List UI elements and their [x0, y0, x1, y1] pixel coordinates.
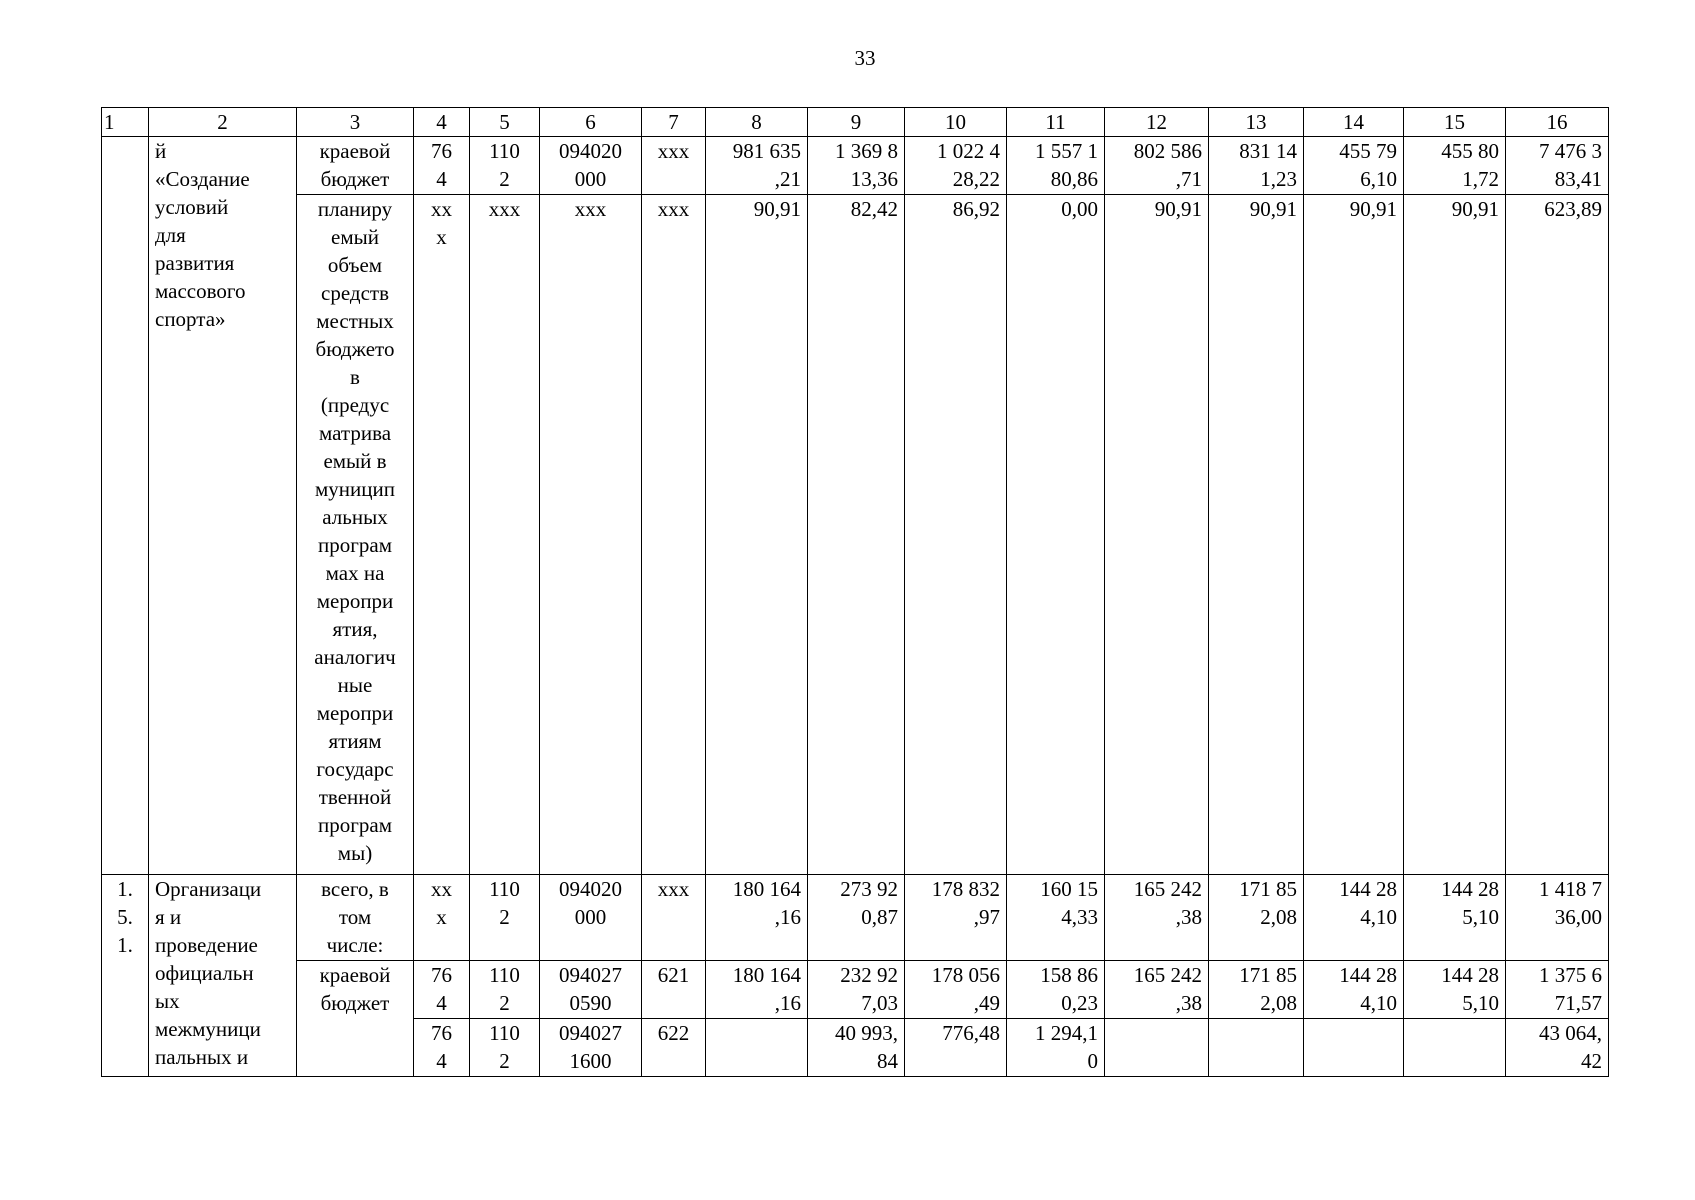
amount-cell: 1 375 6 71,57	[1506, 961, 1609, 1019]
amount-cell	[1105, 1019, 1209, 1077]
code-cell: 76 4	[414, 137, 470, 195]
table-row	[102, 875, 1609, 961]
event-name-cell: й «Создание условий для развития массового спорта»	[149, 137, 297, 875]
code-cell: 094027 0590	[540, 961, 642, 1019]
code-cell: 622	[642, 1019, 706, 1077]
amount-cell: 171 85 2,08	[1209, 875, 1304, 961]
column-header: 7	[642, 108, 706, 137]
amount-cell: 178 832 ,97	[905, 875, 1007, 961]
amount-cell: 455 80 1,72	[1404, 137, 1506, 195]
amount-cell: 165 242 ,38	[1105, 875, 1209, 961]
row-number-cell	[102, 137, 149, 875]
code-cell: 110 2	[470, 961, 540, 1019]
amount-cell	[1304, 1019, 1404, 1077]
amount-cell	[706, 1019, 808, 1077]
amount-cell: 86,92	[905, 195, 1007, 875]
table-row	[102, 137, 1609, 195]
amount-cell: 180 164 ,16	[706, 961, 808, 1019]
code-cell: xxx	[642, 137, 706, 195]
amount-cell	[1404, 1019, 1506, 1077]
amount-cell: 455 79 6,10	[1304, 137, 1404, 195]
amount-cell: 144 28 4,10	[1304, 875, 1404, 961]
amount-cell: 0,00	[1007, 195, 1105, 875]
amount-cell: 1 557 1 80,86	[1007, 137, 1105, 195]
amount-cell: 144 28 4,10	[1304, 961, 1404, 1019]
code-cell: xx x	[414, 195, 470, 875]
code-cell: 76 4	[414, 961, 470, 1019]
amount-cell: 273 92 0,87	[808, 875, 905, 961]
column-header: 4	[414, 108, 470, 137]
code-cell: 110 2	[470, 137, 540, 195]
funding-source-cell: планиру емый объем средств местных бюджето в (предус матрива емый в муницип альных програм мах на меропри ятия, аналогич ные меропри ятиям государс твенной програм мы)	[297, 195, 414, 875]
amount-cell: 90,91	[1209, 195, 1304, 875]
column-header: 1	[102, 108, 149, 137]
column-header: 5	[470, 108, 540, 137]
code-cell: 094020 000	[540, 875, 642, 961]
amount-cell: 1 022 4 28,22	[905, 137, 1007, 195]
amount-cell: 1 418 7 36,00	[1506, 875, 1609, 961]
code-cell: xxx	[540, 195, 642, 875]
column-header: 12	[1105, 108, 1209, 137]
code-cell: 094020 000	[540, 137, 642, 195]
code-cell: xx x	[414, 875, 470, 961]
funding-source-cell: краевой бюджет	[297, 137, 414, 195]
amount-cell	[1209, 1019, 1304, 1077]
column-header-row	[102, 108, 1609, 137]
code-cell: xxx	[642, 875, 706, 961]
amount-cell: 90,91	[706, 195, 808, 875]
amount-cell: 160 15 4,33	[1007, 875, 1105, 961]
amount-cell: 180 164 ,16	[706, 875, 808, 961]
amount-cell: 802 586 ,71	[1105, 137, 1209, 195]
amount-cell: 232 92 7,03	[808, 961, 905, 1019]
code-cell: xxx	[642, 195, 706, 875]
amount-cell: 1 294,1 0	[1007, 1019, 1105, 1077]
amount-cell: 1 369 8 13,36	[808, 137, 905, 195]
code-cell: 621	[642, 961, 706, 1019]
event-name-cell: Организаци я и проведение официальн ых межмуници пальных и	[149, 875, 297, 1077]
amount-cell: 165 242 ,38	[1105, 961, 1209, 1019]
funding-source-cell: всего, в том числе:	[297, 875, 414, 961]
amount-cell: 158 86 0,23	[1007, 961, 1105, 1019]
amount-cell: 171 85 2,08	[1209, 961, 1304, 1019]
column-header: 8	[706, 108, 808, 137]
amount-cell: 82,42	[808, 195, 905, 875]
column-header: 16	[1506, 108, 1609, 137]
column-header: 13	[1209, 108, 1304, 137]
amount-cell: 90,91	[1304, 195, 1404, 875]
row-number-cell: 1. 5. 1.	[102, 875, 149, 1077]
amount-cell: 144 28 5,10	[1404, 875, 1506, 961]
column-header: 14	[1304, 108, 1404, 137]
amount-cell: 981 635 ,21	[706, 137, 808, 195]
table-row	[102, 961, 1609, 1019]
column-header: 11	[1007, 108, 1105, 137]
column-header: 9	[808, 108, 905, 137]
budget-table	[101, 107, 1609, 1077]
amount-cell: 776,48	[905, 1019, 1007, 1077]
column-header: 2	[149, 108, 297, 137]
table-row	[102, 195, 1609, 875]
funding-source-cell: краевой бюджет	[297, 961, 414, 1077]
code-cell: 094027 1600	[540, 1019, 642, 1077]
column-header: 6	[540, 108, 642, 137]
code-cell: 76 4	[414, 1019, 470, 1077]
page-number: 33	[854, 46, 876, 70]
code-cell: xxx	[470, 195, 540, 875]
amount-cell: 178 056 ,49	[905, 961, 1007, 1019]
column-header: 3	[297, 108, 414, 137]
code-cell: 110 2	[470, 1019, 540, 1077]
amount-cell: 623,89	[1506, 195, 1609, 875]
amount-cell: 7 476 3 83,41	[1506, 137, 1609, 195]
column-header: 10	[905, 108, 1007, 137]
column-header: 15	[1404, 108, 1506, 137]
amount-cell: 831 14 1,23	[1209, 137, 1304, 195]
amount-cell: 90,91	[1404, 195, 1506, 875]
amount-cell: 43 064, 42	[1506, 1019, 1609, 1077]
amount-cell: 90,91	[1105, 195, 1209, 875]
code-cell: 110 2	[470, 875, 540, 961]
amount-cell: 40 993, 84	[808, 1019, 905, 1077]
amount-cell: 144 28 5,10	[1404, 961, 1506, 1019]
